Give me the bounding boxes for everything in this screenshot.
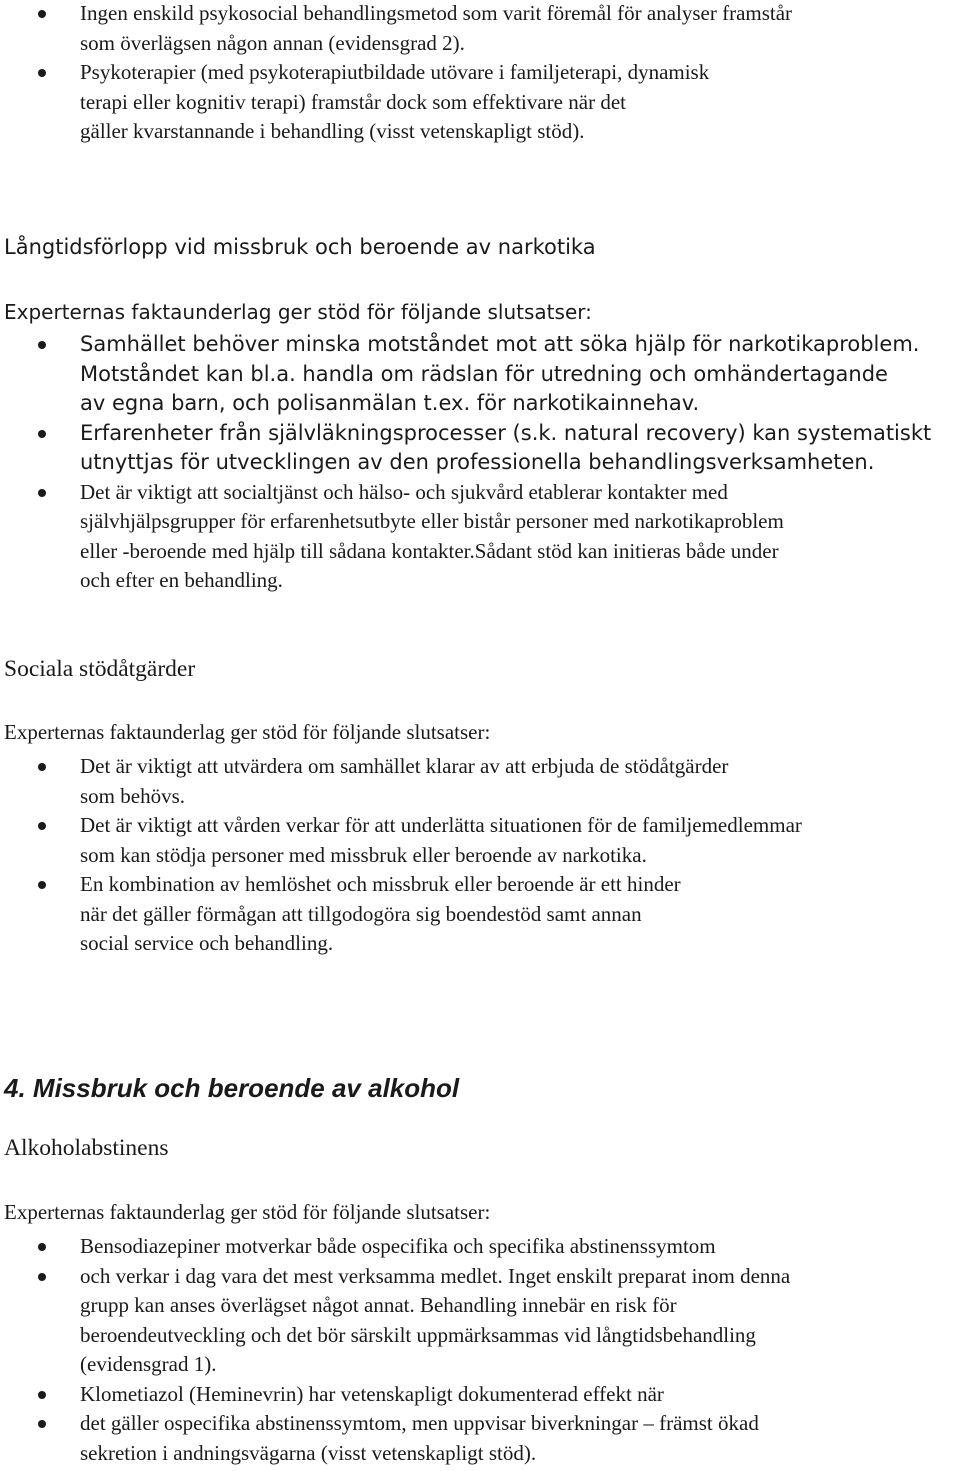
section-title-alcohol-withdrawal: Alkoholabstinens (4, 1135, 169, 1161)
bullet-icon (38, 10, 46, 18)
list-item-text: En kombination av hemlöshet och missbruk eller beroende är ett hinder när det gäller förmågan att tillgodogöra sig boendestöd samt annan social service och behandling. (80, 872, 681, 955)
longterm-section (0, 330, 960, 596)
list-item-text: Erfarenheter från självläkningsprocesser (s.k. natural recovery) kan systematiskt utnyttjas för utvecklingen av den professionella behandlingsverksamheten. (80, 420, 932, 474)
bullet-icon (38, 430, 46, 438)
list-item (0, 478, 960, 596)
list-item-text: Klometiazol (Heminevrin) har vetenskapligt dokumenterad effekt när (80, 1381, 664, 1406)
list-item (0, 1262, 960, 1380)
bullet-icon (38, 881, 46, 889)
section-subtitle-longterm: Experternas faktaunderlag ger stöd för följande slutsatser: (4, 300, 592, 324)
section-subtitle-alcohol: Experternas faktaunderlag ger stöd för följande slutsatser: (4, 1200, 491, 1224)
social-section (0, 752, 960, 959)
list-item (0, 0, 960, 58)
intro-bullet-list (0, 0, 960, 147)
list-item (0, 870, 960, 959)
bullet-icon (38, 69, 46, 77)
list-item-text: Psykoterapier (med psykoterapiutbildade utövare i familjeterapi, dynamisk terapi eller kognitiv terapi) framstår dock som effektivare när det gäller kvarstannande i behandling (visst vetenskapligt stöd). (80, 60, 710, 143)
bullet-icon (38, 822, 46, 830)
list-item-text: Det är viktigt att vården verkar för att underlätta situationen för de familjemedlemmar som kan stödja personer med missbruk eller beroende av narkotika. (80, 813, 802, 867)
bullet-icon (38, 1420, 46, 1428)
alcohol-section (0, 1232, 960, 1468)
bullet-icon (38, 1391, 46, 1399)
longterm-bullet-list (0, 330, 960, 596)
list-item-text: Det är viktigt att socialtjänst och hälso- och sjukvård etablerar kontakter med självhjälpsgrupper för erfarenhetsutbyte eller bistår personer med narkotikaproblem eller -beroende med hjälp till sådana kontakter.Sådant stöd kan initieras både under och efter en behandling. (80, 479, 784, 592)
chapter-title: 4. Missbruk och beroende av alkohol (4, 1073, 460, 1103)
list-item (0, 419, 960, 478)
list-item-text: Motståndet kan bl.a. handla om rädslan för utredning och omhändertagande av egna barn, och polisanmälan t.ex. för narkotikainnehav. (80, 361, 888, 415)
list-item-text: Det är viktigt att utvärdera om samhället klarar av att erbjuda de stödåtgärder som behövs. (80, 754, 729, 808)
bullet-icon (38, 763, 46, 771)
intro-section (0, 0, 960, 147)
section-subtitle-social: Experternas faktaunderlag ger stöd för följande slutsatser: (4, 720, 491, 744)
bullet-icon (38, 1273, 46, 1281)
list-item (0, 752, 960, 811)
bullet-icon (38, 489, 46, 497)
social-bullet-list (0, 752, 960, 959)
list-item-text: Ingen enskild psykosocial behandlingsmetod som varit föremål för analyser framstår som överlägsen någon annan (evidensgrad 2). (80, 1, 793, 55)
alcohol-bullet-list (0, 1232, 960, 1468)
section-title-longterm: Långtidsförlopp vid missbruk och beroende av narkotika (4, 235, 596, 259)
bullet-icon (38, 1243, 46, 1251)
list-item-text: och verkar i dag vara det mest verksamma medlet. Inget enskilt preparat inom denna grupp kan anses överlägset något annat. Behandling innebär en risk för beroendeutveckling och det bör särskilt uppmärksammas vid långtidsbehandling (evidensgrad 1). (80, 1263, 791, 1376)
list-item (0, 330, 960, 360)
list-item (0, 1380, 960, 1410)
list-item-text: det gäller ospecifika abstinenssymtom, men uppvisar biverkningar – främst ökad sekretion i andningsvägarna (visst vetenskapligt stöd). (80, 1411, 759, 1465)
list-item (0, 1409, 960, 1468)
section-title-social: Sociala stödåtgärder (4, 656, 196, 682)
list-item-text: Bensodiazepiner motverkar både ospecifika och specifika abstinenssymtom (80, 1234, 716, 1258)
list-item (0, 811, 960, 870)
list-item (0, 360, 960, 419)
list-item-text: Samhället behöver minska motståndet mot att söka hjälp för narkotikaproblem. (80, 332, 920, 356)
list-item (0, 1232, 960, 1262)
bullet-icon (38, 341, 46, 349)
list-item (0, 58, 960, 147)
